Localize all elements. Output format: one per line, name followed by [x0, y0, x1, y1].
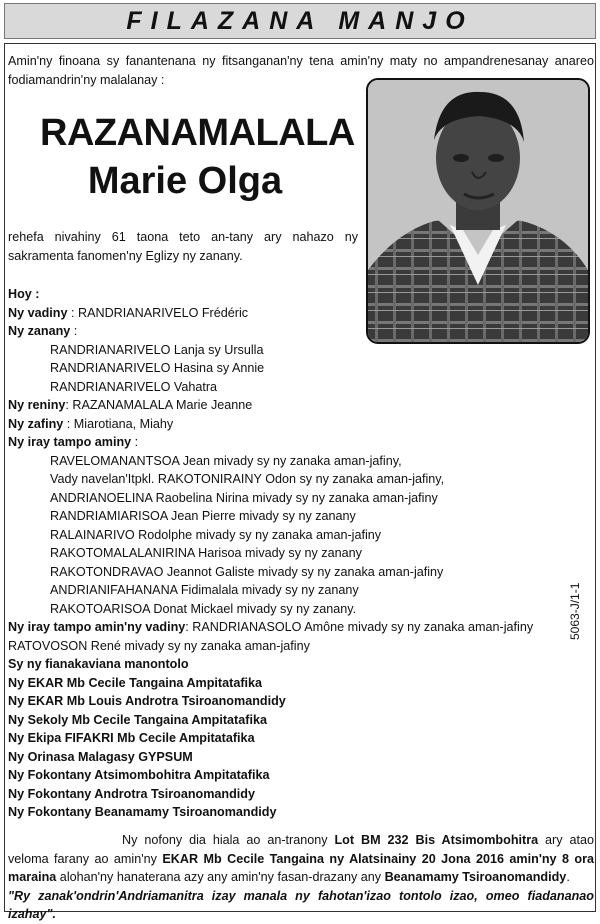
- deceased-surname: RAZANAMALALA: [40, 112, 355, 154]
- zanany-colon: :: [70, 324, 78, 338]
- reference-code: 5063-J/1-1: [568, 582, 582, 640]
- closing-burial: Beanamamy Tsiroanomandidy: [384, 870, 567, 884]
- iray-label: Ny iray tampo aminy: [8, 435, 132, 449]
- org-item: Ny Ekipa FIFAKRI Mb Cecile Ampitatafika: [8, 731, 255, 745]
- list-item: Vady navelan'Itpkl. RAKOTONIRAINY Odon sy ny zanaka aman-jafiny,: [50, 472, 445, 486]
- deceased-given-name: Marie Olga: [87, 160, 283, 202]
- closing-text: alohan'ny hanaterana azy any amin'ny fasan-drazany any: [56, 870, 385, 884]
- reniny-label: Ny reniny: [8, 398, 66, 412]
- org-item: Ny Fokontany Atsimombohitra Ampitatafika: [8, 768, 270, 782]
- closing-text: ary atao veloma farany ao amin'ny: [8, 833, 594, 866]
- iray-vadiny-value: : RANDRIANASOLO Amône mivady sy ny zanaka aman-jafiny: [185, 620, 534, 634]
- list-item: RAVELOMANANTSOA Jean mivady sy ny zanaka aman-jafiny,: [50, 453, 402, 468]
- list-item: ANDRIANOELINA Raobelina Nirina mivady sy ny zanaka aman-jafiny: [50, 490, 438, 505]
- closing-quote: "Ry zanak'ondrin'Andriamanitra izay manala ny fahotan'izao tontolo izao, omeo fiadananao izahay".: [8, 888, 594, 921]
- vady-value: : RANDRIANARIVELO Frédéric: [71, 305, 249, 320]
- org-item: Ny Fokontany Beanamamy Tsiroanomandidy: [8, 805, 277, 819]
- zanany-label: Ny zanany: [8, 324, 71, 338]
- notice-header: [4, 3, 596, 39]
- closing-text: Ny nofony dia hiala ao an-tranony: [122, 833, 335, 847]
- zafiny-value: : Miarotiana, Miahy: [63, 416, 174, 431]
- list-item: RANDRIANARIVELO Vahatra: [50, 379, 218, 394]
- org-item: Ny Orinasa Malagasy GYPSUM: [8, 749, 193, 764]
- closing-address: Lot BM 232 Bis Atsimombohitra: [334, 833, 539, 847]
- hoy-label: Hoy :: [8, 287, 40, 301]
- reniny-value: : RAZANAMALALA Marie Jeanne: [65, 398, 253, 412]
- org-item: Sy ny fianakaviana manontolo: [8, 657, 189, 671]
- list-item: RAKOTOARISOA Donat Mickael mivady sy ny zanany.: [50, 601, 357, 616]
- ratovoson-line: RATOVOSON René mivady sy ny zanaka aman-jafiny: [8, 638, 310, 653]
- closing-text: .: [566, 870, 570, 884]
- zafiny-label: Ny zafiny: [8, 416, 64, 431]
- notice-title: FILAZANA MANJO: [126, 6, 474, 35]
- age-text: rehefa nivahiny 61 taona teto an-tany ary nahazo ny sakramenta fanomen'ny Eglizy ny zanany.: [8, 230, 358, 263]
- iray-colon: :: [131, 435, 139, 449]
- intro-text: Amin'ny finoana sy fanantenana ny fitsanganan'ny tena amin'ny maty no ampandrenesanay anareo fodiamandrin'ny malalanay :: [8, 54, 594, 87]
- list-item: ANDRIANIFAHANANA Fidimalala mivady sy ny zanany: [50, 583, 359, 597]
- org-item: Ny Fokontany Androtra Tsiroanomandidy: [8, 786, 255, 801]
- closing-ceremony: EKAR Mb Cecile Tangaina ny Alatsinainy 20 Jona 2016 amin'ny 8 ora maraina: [8, 851, 594, 884]
- list-item: RAKOTOMALALANIRINA Harisoa mivady sy ny zanany: [50, 546, 362, 560]
- list-item: RANDRIANARIVELO Lanja sy Ursulla: [50, 342, 264, 357]
- family-list: [8, 285, 594, 822]
- org-item: Ny Sekoly Mb Cecile Tangaina Ampitatafika: [8, 712, 267, 727]
- iray-vadiny-label: Ny iray tampo amin'ny vadiny: [8, 620, 186, 634]
- vady-label: Ny vadiny: [8, 305, 68, 320]
- list-item: RAKOTONDRAVAO Jeannot Galiste mivady sy ny zanaka aman-jafiny: [50, 564, 444, 579]
- list-item: RANDRIANARIVELO Hasina sy Annie: [50, 361, 265, 375]
- org-item: Ny EKAR Mb Cecile Tangaina Ampitatafika: [8, 675, 263, 690]
- org-item: Ny EKAR Mb Louis Androtra Tsiroanomandidy: [8, 694, 286, 708]
- list-item: RANDRIAMIARISOA Jean Pierre mivady sy ny zanany: [50, 509, 356, 523]
- list-item: RALAINARIVO Rodolphe mivady sy ny zanaka aman-jafiny: [50, 527, 382, 542]
- closing-block: [8, 831, 594, 924]
